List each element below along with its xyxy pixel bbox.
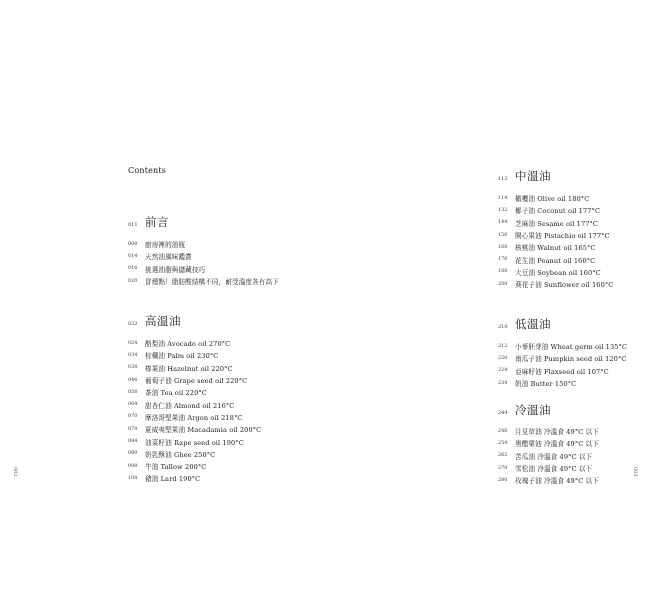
entry-title: 夏威夷堅果油 Macadamia oil 200°C	[145, 426, 262, 435]
entry-title: 天然油風味鑑賞	[145, 253, 192, 262]
toc-entry[interactable]	[498, 229, 613, 241]
toc-entry[interactable]	[128, 435, 261, 447]
toc-list-low-temp	[498, 340, 627, 389]
entry-title: 葡萄子油 Grape seed oil 220°C	[145, 377, 248, 386]
entry-title: 雪松油 冷溫食 49°C 以下	[515, 465, 593, 474]
entry-page-number: 224	[498, 368, 508, 374]
entry-page-number: 008	[128, 241, 138, 247]
entry-title: 南瓜子油 Pumpkin seed oil 120°C	[515, 355, 627, 364]
toc-entry[interactable]	[498, 450, 599, 462]
toc-entry[interactable]	[498, 437, 599, 449]
toc-entry[interactable]	[498, 352, 627, 364]
section-page-number: 210	[498, 324, 508, 330]
entry-title: 挑選油脂與儲藏技巧	[145, 265, 206, 274]
toc-entry[interactable]	[128, 374, 261, 386]
section-title: 高溫油	[145, 314, 181, 328]
entry-page-number: 246	[498, 428, 508, 434]
toc-entry[interactable]	[128, 448, 261, 460]
section-page-number: 011	[128, 222, 138, 228]
entry-title: 豬油 Lard 190°C	[145, 475, 201, 484]
entry-page-number: 098	[128, 463, 138, 469]
toc-entry[interactable]	[498, 474, 599, 486]
entry-title: 橄欖油 Olive oil 180°C	[515, 195, 590, 204]
toc-entry[interactable]	[128, 238, 279, 250]
left-folio: 002	[12, 467, 18, 477]
entry-page-number: 084	[128, 439, 138, 445]
entry-page-number: 220	[498, 355, 508, 361]
entry-title: 玫瑰子油 冷溫食 49°C 以下	[515, 477, 599, 486]
entry-title: 奶乳酥油 Ghee 250°C	[145, 450, 216, 459]
entry-page-number: 234	[498, 380, 508, 386]
entry-title: 冒煙點！脂肪酸結構不同，耐受溫度各有高下	[145, 278, 279, 287]
section-title: 冷溫油	[515, 403, 551, 417]
entry-title: 月見草油 冷溫食 49°C 以下	[515, 428, 599, 437]
entry-page-number: 156	[498, 232, 508, 238]
section-header-high-temp[interactable]	[128, 313, 181, 329]
section-title: 前言	[145, 215, 169, 229]
toc-entry[interactable]	[498, 241, 613, 253]
toc-entry[interactable]	[498, 253, 613, 265]
section-header-medium-temp[interactable]	[498, 168, 551, 184]
entry-page-number: 014	[128, 253, 138, 259]
entry-title: 榛果油 Hazelnut oil 220°C	[145, 364, 233, 373]
entry-title: 花生油 Peanut oil 160°C	[515, 256, 596, 265]
entry-title: 棕櫚油 Palm oil 230°C	[145, 352, 219, 361]
entry-title: 核桃油 Walnut oil 165°C	[515, 244, 596, 253]
toc-entry[interactable]	[498, 192, 613, 204]
entry-title: 牛油 Tallow 200°C	[145, 463, 207, 472]
section-title: 低溫油	[515, 317, 551, 331]
section-title: 中溫油	[515, 169, 551, 183]
toc-entry[interactable]	[128, 411, 261, 423]
section-page-number: 244	[498, 410, 508, 416]
entry-page-number: 144	[498, 220, 508, 226]
toc-entry[interactable]	[128, 263, 279, 275]
toc-entry[interactable]	[498, 425, 599, 437]
entry-title: 葵花子油 Sunflower oil 160°C	[515, 281, 614, 290]
section-header-low-temp[interactable]	[498, 316, 551, 332]
toc-entry[interactable]	[128, 386, 261, 398]
toc-entry[interactable]	[128, 472, 261, 484]
toc-entry[interactable]	[128, 423, 261, 435]
entry-page-number: 016	[128, 266, 138, 272]
entry-page-number: 070	[128, 414, 138, 420]
toc-list-medium-temp	[498, 192, 613, 290]
entry-page-number: 254	[498, 440, 508, 446]
entry-title: 甜杏仁油 Almond oil 216°C	[145, 401, 235, 410]
entry-page-number: 090	[128, 451, 138, 457]
toc-entry[interactable]	[498, 462, 599, 474]
entry-page-number: 056	[128, 389, 138, 395]
entry-title: 亞麻籽油 Flaxseed oil 107°C	[515, 367, 609, 376]
toc-entry[interactable]	[128, 362, 261, 374]
entry-page-number: 034	[128, 352, 138, 358]
section-page-number: 112	[498, 176, 508, 182]
toc-list-high-temp	[128, 337, 261, 485]
section-header-preface[interactable]	[128, 214, 169, 230]
entry-title: 茶油 Tea oil 220°C	[145, 389, 207, 398]
toc-entry[interactable]	[128, 250, 279, 262]
entry-title: 大豆油 Soybean oil 160°C	[515, 268, 601, 277]
entry-page-number: 262	[498, 453, 508, 459]
entry-page-number: 046	[128, 377, 138, 383]
entry-page-number: 038	[128, 365, 138, 371]
entry-title: 芝麻油 Sesame oil 177°C	[515, 219, 599, 228]
toc-list-cold-temp	[498, 425, 599, 486]
entry-page-number: 114	[498, 195, 508, 201]
entry-title: 油菜籽油 Rape seed oil 190°C	[145, 438, 244, 447]
entry-title: 奶油 Butter 150°C	[515, 380, 577, 389]
entry-page-number: 064	[128, 402, 138, 408]
entry-page-number: 078	[128, 426, 138, 432]
toc-entry[interactable]	[498, 377, 627, 389]
entry-title: 開心果油 Pistachio oil 177°C	[515, 232, 610, 241]
section-page-number: 022	[128, 321, 138, 327]
entry-page-number: 200	[498, 281, 508, 287]
section-header-cold-temp[interactable]	[498, 402, 551, 418]
toc-entry[interactable]	[128, 349, 261, 361]
toc-entry[interactable]	[128, 398, 261, 410]
entry-title: 酪梨油 Avocado oil 270°C	[145, 340, 231, 349]
entry-page-number: 024	[128, 340, 138, 346]
entry-title: 廚房裡的油瓶	[145, 241, 186, 250]
toc-entry[interactable]	[498, 217, 613, 229]
entry-title: 摩洛哥堅果油 Argon oil 218°C	[145, 413, 243, 422]
entry-page-number: 188	[498, 269, 508, 275]
entry-page-number: 212	[498, 343, 508, 349]
toc-entry[interactable]	[128, 275, 279, 287]
entry-title: 椰子油 Coconut oil 177°C	[515, 207, 601, 216]
entry-page-number: 270	[498, 465, 508, 471]
entry-title: 苦瓜油 冷溫食 49°C 以下	[515, 452, 593, 461]
entry-page-number: 020	[128, 278, 138, 284]
toc-list-preface	[128, 238, 279, 287]
contents-heading: Contents	[128, 166, 167, 175]
toc-entry[interactable]	[498, 365, 627, 377]
entry-page-number: 168	[498, 244, 508, 250]
entry-title: 黑醋栗油 冷溫食 49°C 以下	[515, 440, 599, 449]
toc-entry[interactable]	[498, 266, 613, 278]
entry-page-number: 132	[498, 207, 508, 213]
toc-entry[interactable]	[498, 204, 613, 216]
entry-page-number: 176	[498, 257, 508, 263]
toc-entry[interactable]	[498, 340, 627, 352]
toc-entry[interactable]	[128, 337, 261, 349]
toc-entry[interactable]	[498, 278, 613, 290]
entry-page-number: 104	[128, 475, 138, 481]
entry-page-number: 280	[498, 477, 508, 483]
right-folio: 003	[632, 467, 638, 477]
entry-title: 小麥胚芽油 Wheat germ oil 135°C	[515, 343, 628, 352]
toc-entry[interactable]	[128, 460, 261, 472]
